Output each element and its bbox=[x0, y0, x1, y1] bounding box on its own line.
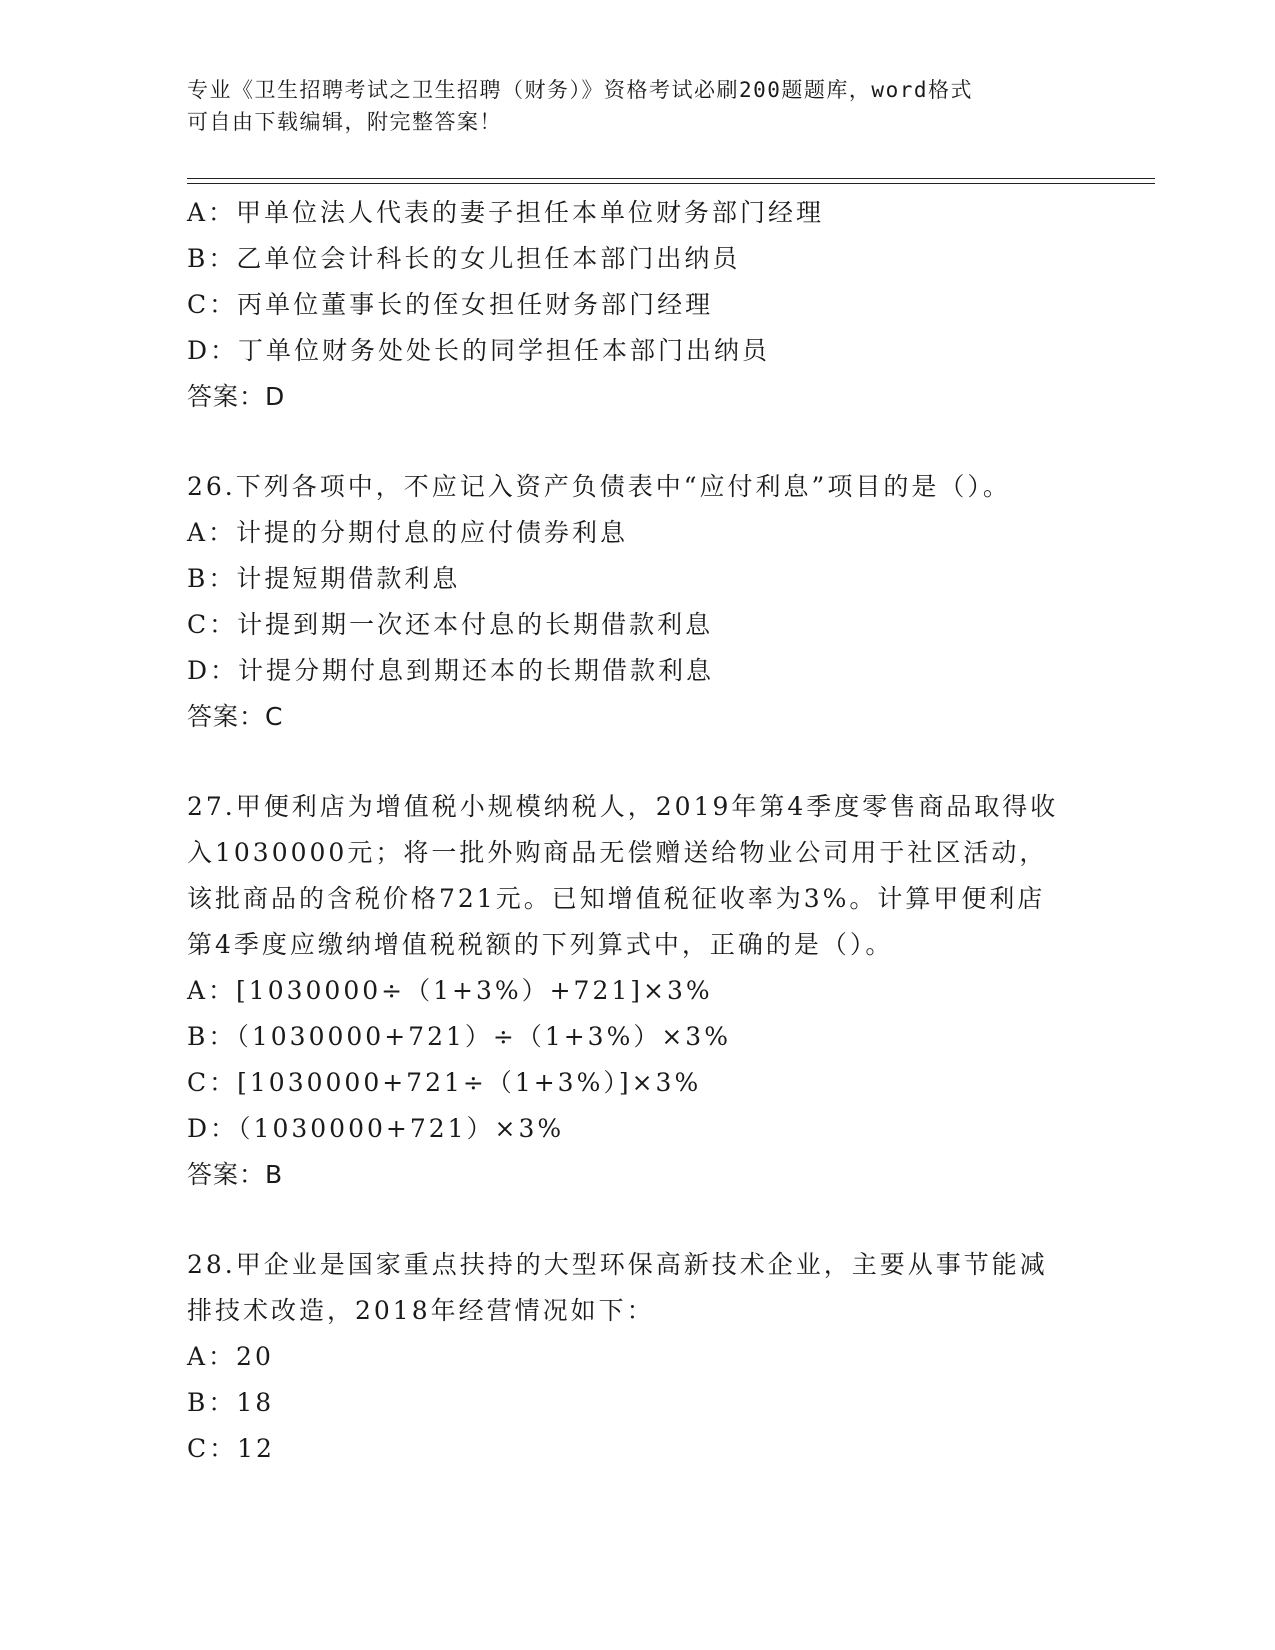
option-d: D：（1030000+721）×3% bbox=[187, 1114, 565, 1143]
header-line-2: 可自由下载编辑，附完整答案！ bbox=[187, 110, 502, 134]
spacer bbox=[187, 1198, 1087, 1242]
option-d: D：计提分期付息到期还本的长期借款利息 bbox=[187, 656, 715, 685]
question-26 bbox=[187, 464, 1087, 740]
option-a: A：计提的分期付息的应付债券利息 bbox=[187, 518, 629, 547]
option-d: D：丁单位财务处处长的同学担任本部门出纳员 bbox=[187, 336, 771, 365]
option-b: B：18 bbox=[187, 1388, 275, 1417]
question-stem: 该批商品的含税价格721元。已知增值税征收率为3%。计算甲便利店 bbox=[187, 884, 1046, 913]
document-header bbox=[187, 74, 1087, 138]
option-b: B：（1030000+721）÷（1+3%）×3% bbox=[187, 1022, 731, 1051]
question-list bbox=[187, 190, 1087, 1472]
question-stem: 28.甲企业是国家重点扶持的大型环保高新技术企业，主要从事节能减 bbox=[187, 1250, 1048, 1279]
question-stem: 26.下列各项中，不应记入资产负债表中“应付利息”项目的是（）。 bbox=[187, 472, 1011, 501]
spacer bbox=[187, 420, 1087, 464]
question-stem: 入1030000元；将一批外购商品无偿赠送给物业公司用于社区活动， bbox=[187, 838, 1048, 867]
header-divider-top bbox=[187, 178, 1155, 179]
option-c: C：计提到期一次还本付息的长期借款利息 bbox=[187, 610, 714, 639]
option-a: A：甲单位法人代表的妻子担任本单位财务部门经理 bbox=[187, 198, 825, 227]
option-b: B：乙单位会计科长的女儿担任本部门出纳员 bbox=[187, 244, 741, 273]
option-c: C：丙单位董事长的侄女担任财务部门经理 bbox=[187, 290, 714, 319]
header-divider-bottom bbox=[187, 183, 1155, 184]
question-stem: 27.甲便利店为增值税小规模纳税人，2019年第4季度零售商品取得收 bbox=[187, 792, 1059, 821]
option-b: B：计提短期借款利息 bbox=[187, 564, 461, 593]
option-c: C：12 bbox=[187, 1434, 275, 1463]
option-a: A：20 bbox=[187, 1342, 274, 1371]
option-c: C：[1030000+721÷（1+3%）]×3% bbox=[187, 1068, 702, 1097]
answer-line: 答案：D bbox=[187, 382, 286, 411]
answer-line: 答案：C bbox=[187, 702, 284, 731]
header-line-1: 专业《卫生招聘考试之卫生招聘（财务）》资格考试必刷200题题库，word格式 bbox=[187, 78, 973, 102]
answer-line: 答案：B bbox=[187, 1160, 284, 1189]
question-28 bbox=[187, 1242, 1087, 1472]
question-stem: 排技术改造，2018年经营情况如下： bbox=[187, 1296, 655, 1325]
question-stem: 第4季度应缴纳增值税税额的下列算式中，正确的是（）。 bbox=[187, 930, 894, 959]
question-25 bbox=[187, 190, 1087, 420]
spacer bbox=[187, 740, 1087, 784]
question-27 bbox=[187, 784, 1087, 1198]
option-a: A：[1030000÷（1+3%）+721]×3% bbox=[187, 976, 713, 1005]
